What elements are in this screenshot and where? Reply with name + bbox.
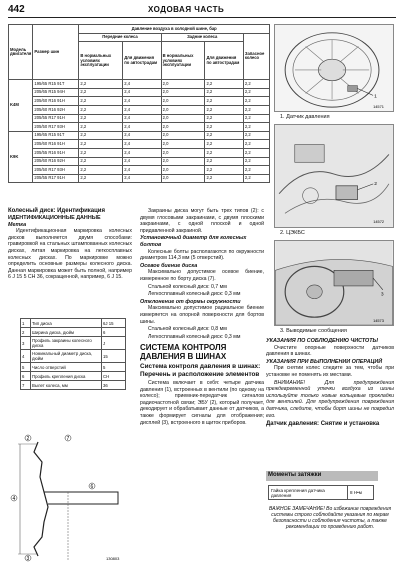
pressure-cell: 2,2 [205,123,243,132]
engine-model-cell: K9K [9,131,33,183]
mid-para-3: Максимально допустимое осевое биение, измеренное по борту диска (7). [140,269,264,282]
figure-code-1: 14571 [373,104,384,110]
tire-size-cell: 205/65 R15 94H [33,88,79,97]
legend-value: 6 [102,328,126,337]
pressure-cell: 2,0 [161,157,205,166]
pressure-cell: 2,4 [123,123,161,132]
rear-wheels-header: Задние колеса [161,33,243,42]
tire-size-cell: 205/55 R17 91H [33,114,79,123]
spare-wheel-header: Запасное колесо [243,33,269,80]
cleanliness-heading: УКАЗАНИЯ ПО СОБЛЮДЕНИЮ ЧИСТОТЫ [266,338,378,344]
pressure-cell: 2,0 [161,97,205,106]
svg-text:2: 2 [26,436,30,442]
pressure-cell: 2,2 [79,114,123,123]
mid-para-1: Закраины диска могут быть трех типов (2): с двумя глосовыми закраинами, с двумя плоскими закраинами, с одной плоской и одной придавленной закраиной. [140,208,264,234]
legend-row [21,372,126,381]
pressure-cell: 2,4 [123,97,161,106]
rim-id-title: Колесный диск: Идентификация [8,208,105,214]
table-top-header: Давление воздуха в холодной шине, бар [79,25,270,34]
figure-code-3: 14573 [373,318,384,324]
pressure-cell: 2,2 [205,88,243,97]
legend-description: Ширина диска, дюйм [31,328,102,337]
table-row [9,80,270,89]
pressure-cell: 2,4 [123,140,161,149]
svg-text:3: 3 [26,556,30,562]
torque-table [268,485,374,500]
table-row [9,131,270,140]
tire-pressure-table [8,24,270,183]
svg-text:4: 4 [12,496,16,502]
legend-value: CH [102,372,126,381]
right-para-2: При снятии колес следите за тем, чтобы при установке не поменять их местами. [266,365,394,378]
pressure-cell: 2,2 [205,131,243,140]
page-header [8,4,396,18]
pressure-cell: 2,4 [123,174,161,183]
pressure-cell: 2,2 [243,88,269,97]
legend-value: 6J 15 [102,319,126,328]
pressure-cell: 2,0 [161,166,205,175]
page-number: 442 [8,4,25,15]
figure-wheel-sensor [274,24,394,112]
rim-profile-illustration [8,432,132,562]
svg-text:6: 6 [90,484,94,490]
svg-text:3: 3 [380,292,384,298]
right-para-3: ВНИМАНИЕ! Для предупреждения преждевременной утечки воздуха из шины используйте только новые кольцевые прокладки для вентилей. Для предупреждения повреждения датчика, следите, чтобы борт шины не повредил его. [266,379,394,419]
pressure-cell: 2,2 [79,157,123,166]
pressure-cell: 2,2 [79,140,123,149]
right-para-1: Очистите опорные поверхности датчиков давления в шинах. [266,344,394,358]
col-size-header: Размер шин [33,25,79,80]
figure-dashboard [274,240,394,326]
pressure-cell: 2,4 [123,148,161,157]
pressure-cell: 2,2 [79,80,123,89]
pressure-cell: 2,0 [161,140,205,149]
pressure-cell: 2,2 [79,105,123,114]
pressure-cell: 2,2 [243,97,269,106]
figure-code-4: 130803 [106,556,120,561]
figure-ecu [274,124,394,228]
tire-size-cell: 205/60 R16 91H [33,97,79,106]
legend-number: 7 [21,381,31,390]
pressure-cell: 2,2 [243,140,269,149]
svg-text:7: 7 [66,436,70,442]
ecu-illustration [275,125,393,227]
mid-para-4: Стальной колесный диск: 0,7 мм [148,283,227,290]
table-row [9,174,270,183]
pressure-cell: 2,2 [243,105,269,114]
pressure-cell: 2,2 [243,123,269,132]
pressure-cell: 2,0 [161,131,205,140]
left-column [8,208,132,282]
pressure-cell: 2,4 [123,114,161,123]
pressure-cell: 2,2 [205,114,243,123]
tire-size-cell: 205/55 R17 91H [33,174,79,183]
legend-description: Профиль закраины колесного диска [31,337,102,350]
tpms-heading: СИСТЕМА КОНТРОЛЯ ДАВЛЕНИЯ В ШИНАХ [140,343,227,362]
axial-runout-heading: Осевое биение диска [140,262,198,269]
torque-value: 8 Н•м [348,486,374,500]
caption-ecu: 2. ЦЭКБС [280,230,305,236]
operations-heading: УКАЗАНИЯ ПРИ ВЫПОЛНЕНИИ ОПЕРАЦИЙ [266,358,383,365]
legend-number: 1 [21,319,31,328]
front-normal-header: В нормальных условиях эксплуатации [79,42,123,80]
tire-size-cell: 205/60 R16 91H [33,140,79,149]
pressure-cell: 2,4 [123,80,161,89]
col-model-header: Модель двигателя [9,25,33,80]
tire-size-cell: 205/50 R17 93H [33,166,79,175]
pressure-cell: 2,0 [161,114,205,123]
pressure-cell: 2,2 [79,166,123,175]
table-row [9,157,270,166]
pressure-cell: 2,2 [205,105,243,114]
front-highway-header: Для движения по автострадам [123,42,161,80]
rim-id-subtitle: ИДЕНТИФИКАЦИОННЫЕ ДАННЫЕ [8,215,101,221]
marking-label: Метка [8,221,27,228]
pressure-cell: 2,2 [205,174,243,183]
pressure-cell: 2,2 [205,80,243,89]
pressure-cell: 2,2 [79,123,123,132]
pressure-cell: 2,2 [205,97,243,106]
legend-row [21,350,126,363]
legend-number: 6 [21,372,31,381]
engine-model-cell: K4M [9,80,33,132]
legend-description: Вылет колеса, мм [31,381,102,390]
pressure-cell: 2,2 [79,88,123,97]
figure-rim-profile [8,432,132,562]
mid-para-5: Легкосплавный колесный диск: 0,3 мм [148,291,241,298]
pressure-cell: 2,4 [123,157,161,166]
figure-code-2: 14572 [373,219,385,225]
legend-description: Номинальный диаметр диска, дюйм [31,350,102,363]
pressure-cell: 2,2 [205,140,243,149]
pressure-cell: 2,2 [79,97,123,106]
torque-heading: Моменты затяжки [266,471,378,481]
legend-row [21,328,126,337]
pressure-cell: 2,4 [123,105,161,114]
pressure-cell: 2,2 [243,174,269,183]
svg-text:2: 2 [374,181,377,187]
torque-item: Гайка крепления датчика давления [269,486,348,500]
sensor-removal-heading: Датчик давления: Снятие и установка [266,421,380,428]
tire-size-cell: 205/50 R17 93H [33,123,79,132]
pressure-cell: 2,0 [161,123,205,132]
rear-normal-header: В нормальных условиях эксплуатации [161,42,205,80]
legend-description: Тип диска [31,319,102,328]
wheel-sensor-illustration [275,25,393,111]
section-title: ХОДОВАЯ ЧАСТЬ [148,5,225,14]
important-note: ВАЖНОЕ ЗАМЕЧАНИЕ! Во избежание повреждения системы строго соблюдайте указания по мерам безопасности и соблюдения чистоты, а также рекомендации по проведению работ. [268,506,392,530]
mid-para-8: Легкосплавный колесный диск: 0,3 мм [148,333,241,340]
pressure-cell: 2,2 [243,148,269,157]
legend-row [21,363,126,372]
dashboard-illustration [275,241,393,325]
pressure-cell: 2,0 [161,174,205,183]
pressure-cell: 2,2 [243,80,269,89]
table-row [9,105,270,114]
rim-marking-legend [20,318,126,390]
legend-value: 15 [102,350,126,363]
table-row [9,140,270,149]
marking-paragraph: Идентификационная маркировка колесных дисков выполняется двумя способами: гравировкой на стальных штампованных колесных дисках, литая маркировка на легкосплавных колесных дисках. По маркировке можно определить основные размеры колесного диска. Данная маркировка может быть полной, например 6 J 15 5 CH 36, сокращенной, например, 6 J 15. [8,228,132,281]
legend-number: 5 [21,363,31,372]
legend-value: 5 [102,363,126,372]
table-row [9,97,270,106]
bolt-circle-heading: Установочный диаметр для колесных болтов [140,235,247,248]
legend-row [21,337,126,350]
mid-para-9: Система включает в себя: четыре датчика давления (1), встроенных в вентили (по одному на колесо); приемник-передатчик сигналов радиочастотной связи; ЭБУ (2), который получает, декодирует и обрабатывает данные от датчиков, а также формирует сигналы для отображения; дисплей (3), встроенного в щиток приборов. [140,380,264,426]
right-column [266,338,394,428]
middle-column [140,208,264,427]
tire-size-cell: 205/60 R16 92H [33,157,79,166]
legend-row [21,319,126,328]
legend-value: J [102,337,126,350]
table-row [9,114,270,123]
pressure-cell: 2,0 [161,148,205,157]
tire-size-cell: 195/65 R15 91T [33,80,79,89]
legend-description: Профиль крепления диска [31,372,102,381]
legend-number: 4 [21,350,31,363]
table-row [9,88,270,97]
pressure-cell: 2,4 [123,166,161,175]
legend-number: 3 [21,337,31,350]
tpms-subheading: Система контроля давления в шинах: Перечень и расположение элементов [140,363,261,378]
tire-size-cell: 205/60 R16 92H [33,105,79,114]
caption-pressure-sensor: 1. Датчик давления [280,114,330,120]
mid-para-7: Стальной колесный диск: 0,8 мм [148,326,227,333]
pressure-cell: 2,4 [123,131,161,140]
front-wheels-header: Передние колеса [79,33,161,42]
pressure-cell: 2,2 [243,131,269,140]
table-row [9,123,270,132]
tire-size-cell: 205/55 R16 91H [33,148,79,157]
pressure-cell: 2,4 [123,88,161,97]
pressure-cell: 2,0 [161,105,205,114]
pressure-cell: 2,2 [205,166,243,175]
table-row [9,148,270,157]
pressure-cell: 2,2 [79,174,123,183]
pressure-cell: 2,2 [243,114,269,123]
pressure-cell: 2,2 [205,157,243,166]
legend-row [21,381,126,390]
legend-value: 36 [102,381,126,390]
pressure-cell: 2,2 [243,157,269,166]
roundness-heading: Отклонение от формы окружности [140,298,241,305]
caption-messages: 3. Выводимые сообщения [280,328,347,334]
tire-size-cell: 195/65 R15 91T [33,131,79,140]
rear-highway-header: Для движения по автострадам [205,42,243,80]
table-row [9,166,270,175]
legend-number: 2 [21,328,31,337]
pressure-cell: 2,2 [243,166,269,175]
pressure-cell: 2,2 [79,148,123,157]
legend-description: Число отверстий [31,363,102,372]
svg-text:1: 1 [374,94,377,100]
mid-para-6: Максимально допустимое радиальное биение измеряется на опорной поверхности для бортов шины. [140,305,264,325]
pressure-cell: 2,0 [161,88,205,97]
mid-para-2: Колесные болты располагаются по окружности диаметром 114,3 мм (5 отверстий). [140,248,264,262]
pressure-cell: 2,2 [205,148,243,157]
pressure-cell: 2,2 [79,131,123,140]
pressure-cell: 2,0 [161,80,205,89]
